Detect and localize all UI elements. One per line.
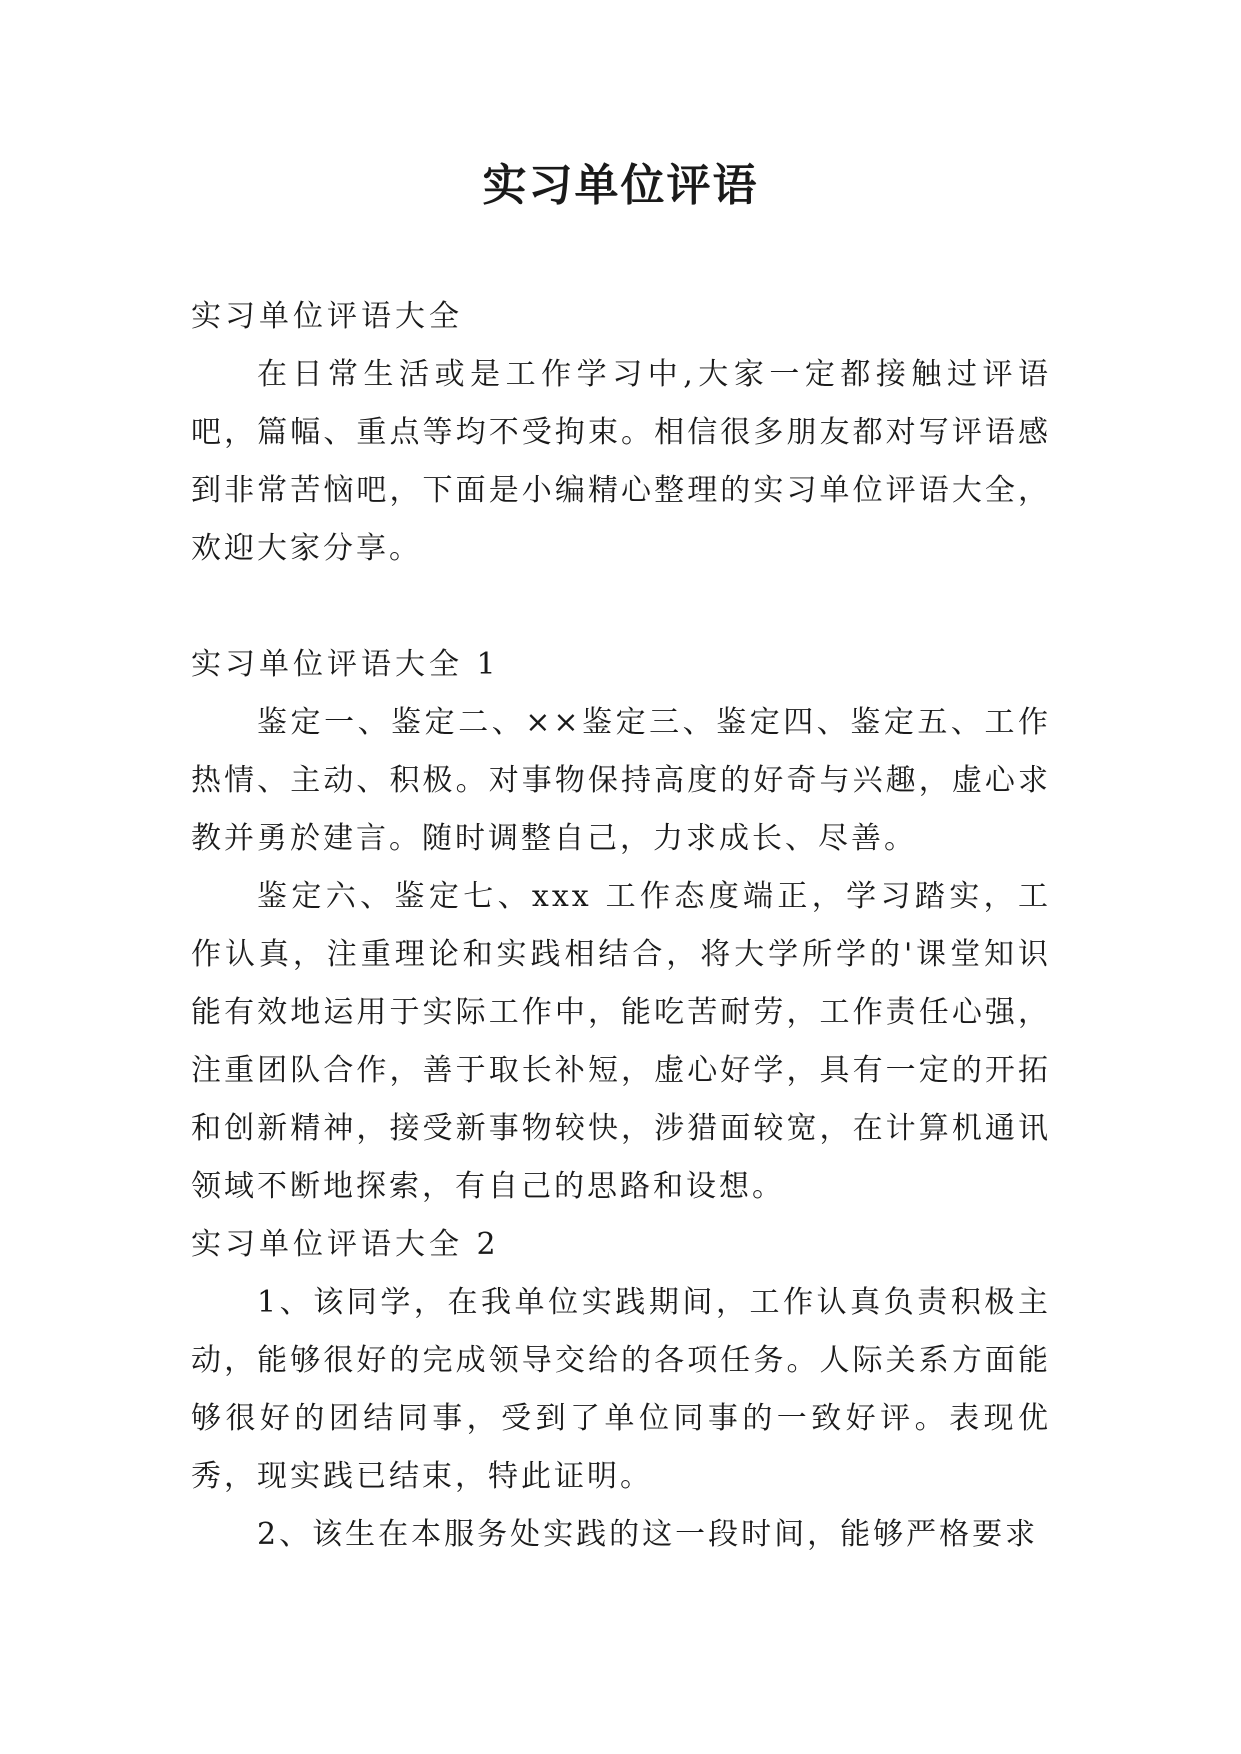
blank-line (191, 578, 1051, 636)
document-body (191, 288, 1051, 1564)
paragraph: 鉴定一、鉴定二、××鉴定三、鉴定四、鉴定五、工作热情、主动、积极。对事物保持高度的好奇与兴趣，虚心求教并勇於建言。随时调整自己，力求成长、尽善。 (191, 705, 1051, 856)
section-heading: 实习单位评语大全 (191, 299, 463, 334)
paragraph: 在日常生活或是工作学习中,大家一定都接触过评语吧，篇幅、重点等均不受拘束。相信很多朋友都对写评语感到非常苦恼吧，下面是小编精心整理的实习单位评语大全，欢迎大家分享。 (191, 357, 1051, 566)
paragraph: 1、该同学，在我单位实践期间，工作认真负责积极主动，能够很好的完成领导交给的各项任务。人际关系方面能够很好的团结同事，受到了单位同事的一致好评。表现优秀，现实践已结束，特此证明。 (191, 1285, 1051, 1494)
section-2 (191, 1216, 1051, 1564)
section-heading: 实习单位评语大全 1 (191, 647, 500, 682)
paragraph: 鉴定六、鉴定七、xxx 工作态度端正，学习踏实，工作认真，注重理论和实践相结合，将大学所学的'课堂知识能有效地运用于实际工作中，能吃苦耐劳，工作责任心强，注重团队合作，善于取长补短，虚心好学，具有一定的开拓和创新精神，接受新事物较快，涉猎面较宽，在计算机通讯领域不断地探索，有自己的思路和设想。 (191, 879, 1051, 1204)
paragraph: 2、该生在本服务处实践的这一段时间，能够严格要求 (257, 1517, 1039, 1552)
section-intro (191, 288, 1051, 578)
section-heading: 实习单位评语大全 2 (191, 1227, 500, 1262)
document-title: 实习单位评语 (482, 160, 759, 211)
section-1 (191, 636, 1051, 1216)
